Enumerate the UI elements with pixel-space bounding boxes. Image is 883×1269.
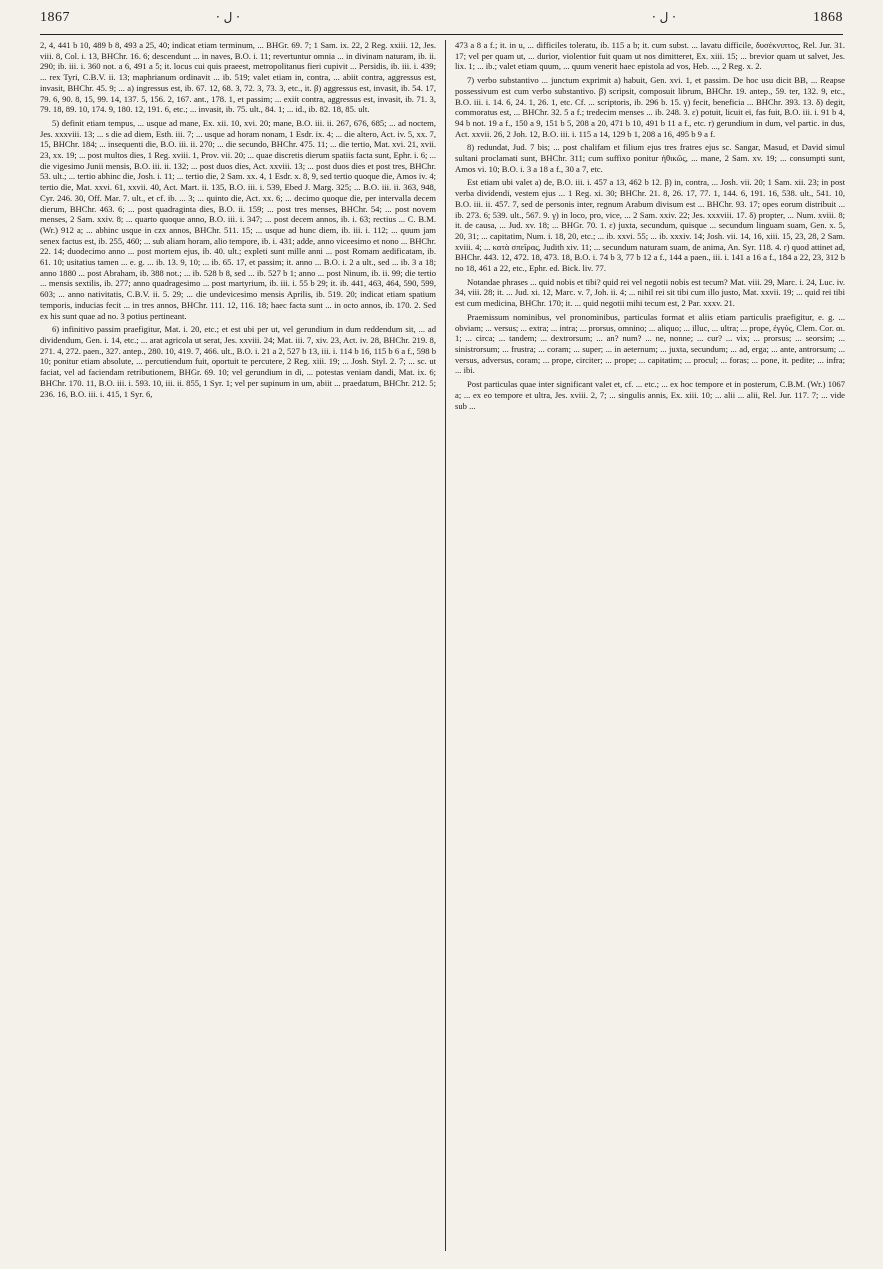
left-paragraph-2: 5) definit etiam tempus, ... usque ad mane, Ex. xii. 10, xvi. 20; mane, B.O. iii. ii. 267, 676, 685; ... ad noctem, Jes. xxxviii. 13; ... s die ad diem, Esth. iii. 7; ... usque ad horam nonam, 1 Esdr. ix. 4; ... die altero, Act. iv. 5, xx. 7, 15, BHChr. 184; ... insequenti die, B.O. iii. ii. 270; ... die secundo, BHChr. 475. 11; ... die tertio, Mat. xvi. 21, xvii. 23, xx. 19; ... post multos dies, 1 Reg. xviii. 1, Prov. vii. 20; ... quae discretis dierum spatiis facta sunt, Ephr. i. 6; ... die vigesimo Junii mensis, B.O. iii. ii. 132; ... post duos dies, Act. xxviii. 13; ... post duos dies et post tres, BHChr. 53. ult.; ... tertio abhinc die, Josh. i. 11; ... tertio die, 2 Sam. xx. 4, 1 Esdr. x. 8, 9, sed tertio quoque die, Amos iv. 4; tertio die, Mat. xxvi. 61, xxvii. 40, Act. Mart. ii. 135, B.O. iii. i. 539, Ebed J. Marg. 325; ... B.O. iii. ii. 363, 948, Cyr. 246. 30, Off. Mar. 7. ult., et cf. ib. ... 3; ... quinto die, Act. xx. 6; ... decimo quoque die, per intervalla decem dierum, BHChr. 463. 6; ... post quadraginta dies, B.O. ii. 159; ... post tres menses, BHChr. 54; ... post novem menses, 2 Sam. xxiv. 8; ... quarto quoque anno, B.O. iii. i. 347; ... post decem annos, ib. i. 63; rectius ... C. B.M. (Wr.) 912 a; ... abhinc usque in czx annos, BHChr. 511. 15; ... usque ad hunc diem, ib. iii. i. 112; ... quum jam senex factus est, ib. 255, 460; ... sub aliam horam, alio tempore, ib. i. 431; adde, anno viceesimo et nono ... BHChr. 22. 14; duodecimo anno ... post mortem ejus, ib. 40. ult.; expleti sunt mille anni ... post Romam aedificatam, ib. 61. 10; usitatius tamen ... e. g. ... ib. 13. 9, 10; ... ib. 65. 17, et passim; it. anno ... B.O. i. 2 a ult., sed ... ib. 3 a 18; anno 1880 ... post Abraham, ib. 388 not.; ... ib. 528 b 8, sed ... ib. 527 b 1; anno ... post Ninum, ib. ii. 99; die tertio ... mensis sextilis, ib. 277; anno quadragesimo ... post martyrium, ib. iii. i. 55 b 29; it. ib. 441, 463, 464, 590, 599, 603; ... anno nativitatis, C.B.V. ii. 5. 29; ... die undevicesimo mensis Aprilis, ib. 519. 20; indicat etiam spatium temporis, inducias fecit ... in tres annos, BHChr. 111. 12, 116. 18; haec facta sunt ... in octo annos, ib. 170. 2. Sed ex his sunt quae ad no. 3 potius pertineant. xyxy=(40,117,436,321)
header-rule xyxy=(40,34,843,35)
right-page-number: 1868 xyxy=(813,10,843,25)
left-page-number: 1867 xyxy=(40,10,70,25)
right-paragraph-4: Est etiam ubi valet a) de, B.O. iii. i. 457 a 13, 462 b 12. β) in, contra, ... Josh. vii. 20; 1 Sam. xii. 23; in post verba dividendi, vestem ejus ... 1 Reg. xi. 30; BHChr. 21. 8, 26. 17, 77. 1, 144. 6, 191. 16, 538. ult., 541. 10, B.O. iii. ii. 457. 7, sed de personis inter, regnum Arabum divisum est ... BHChr. 93. 17; opes eorum distribuit ... ib. 273. 6; 539. ult., 567. 9. γ) in loco, pro, vice, ... 2 Sam. xxiv. 22; Jes. xxxviii. 17. δ) propter, ... Num. xviii. 8; it. de causa, ... Jud. xv. 18; ... BHGr. 70. 1. ε) juxta, secundum, quisque ... secundum linguam suam, Gen. x. 5, 20, 31; ... capitatim, Num. i. 18, 20, etc.; ... ib. xxvi. 55; ... ib. xxxiv. 14; Josh. vii. 14, 16, xiii. 15, 23, 28, 2 Sam. xviii. 4; ... κατὰ σπεῖρας, Judith xiv. 11; ... secundum naturam suam, de anima, An. Syr. 118. 4. r) quod attinet ad, BHChr. 443. 12, 472. 18, 473. 18, B.O. i. 74 b 3, 77 b 12 a f., 144 a paen., iii. i. 141 a 16 a f., 184 a 22, 23, 312 b no 18, 461 a 22, etc., Ephr. ed. Bick. liv. 77. xyxy=(455,177,845,274)
left-paragraph-1: 2, 4, 441 b 10, 489 b 8, 493 a 25, 40; indicat etiam terminum, ... BHGr. 69. 7; 1 Sam. ix. 22, 2 Reg. xxiii. 12, Jes. viii. 8, Col. i. 13, BHChr. 16. 6; descendunt ... in naves, B.O. i. 11; revertuntur omnia ... in divinam naturam, ib. ii. 290; ib. iii. i. 360 not. a 6, 491 a 5; it. locus cui quis praeest, metropolitanus fieri cupivit ... Persidis, ib. iii. i. 439; ... rex Tyri, C.B.V. ii. 13; maphrianum ordinavit ... ib. 519; valet etiam in, contra, ... abiit contra, aggressus est, invasit, BHChr. 45. 9; ... a) ingressus est, ib. 67. 12, 68. 3, 72. 3, 73. 3, etc., it. β) aggressus est, invasit, ib. 54. 17, 79. 6, 90. 8, 15, 99. 14, 137. 5, 156. 2, 167. ant., 178. 1, et passim; ... exiit contra, aggressus est, invasit, ib. 71. 3, 79. 18, 89. 10, 174. 9, 180. 12, 191. 6, etc.; ... invasit, ib. 75. ult., 84. 1; ... id., ib. 82. 18, 85. ult. xyxy=(40,40,436,115)
right-paragraph-2: 7) verbo substantivo ... junctum exprimit a) habuit, Gen. xvi. 1, et passim. De hoc usu dicit BB, ... Reapse possessivum est cum verbo substantivo. β) scripsit, composuit librum, BHChr. 19. antep., 59. ter, 132. 9, etc., B.O. iii. i. 14. 6, 24. 1, 26. 1, etc. Cf. ... scriptoris, ib. 296 b. 15. γ) fecit, beneficia ... BHChr. 393. 13. δ) degit, commoratus est, ... BHChr. 32. 5 a f.; tredecim menses ... ib. 248. 3. ε) potuit, licuit ei, fas fuit, B.O. iii. i. 91 b 4, 94 b not. 19 a f., 150 a 9, 151 b 5, 208 a 20, 471 b 10, 491 b 11 a f., etc. r) gerundium in dum, vel partic. in dus, Act. xxvii. 26, 2 Joh. 12, B.O. iii. i. 115 a 14, 129 b 1, 208 a 16, 495 b 9 a f. xyxy=(455,75,845,139)
left-column xyxy=(40,40,436,1252)
right-paragraph-5: Notandae phrases ... quid nobis et tibi? quid rei vel negotii nobis est tecum? Mat. viii. 29, Marc. i. 24, Luc. iv. 34, viii. 28; it. ... Jud. xi. 12, Marc. v. 7, Joh. ii. 4; ... nihil rei sit tibi cum illo justo, Mat. xxvii. 19; ... quid rei tibi est cum medicina, BHChr. 170; it. ... quid negotii mihi tecum est, 2 Par. xxxv. 21. xyxy=(455,276,845,309)
right-paragraph-6: Praemissum nominibus, vel pronominibus, particulas format et aliis etiam particulis praefigitur, e. g. ... obviam; ... versus; ... extra; ... intra; ... prorsus, omnino; ... aliquo; ... illuc, ... ultra; ... prope, ἐγγύς, Clem. Cor. αι. 1; ... circa; ... tandem; ... dextrorsum; ... an? num? ... ne, nonne; ... cur? ... vix; ... prorsus; ... seorsim; ... sinistrorsum; ... frustra; ... coram; ... super; ... in aeternum; ... juxta, secundum; ... ad, erga; ... ante, antrorsum; ... versus, adversus, coram; ... prope, circiter; ... prope; ... capitatim; ... procul; ... foras; ... pone, it. pedite; ... infra; ... ibi. xyxy=(455,311,845,376)
right-column xyxy=(455,40,845,1252)
left-paragraph-3: 6) infinitivo passim praefigitur, Mat. i. 20, etc.; et est ubi per ut, vel gerundium in dum reddendum sit, ... ad dividendum, Gen. i. 14, etc.; ... arat agricola ut serat, Jes. xxviii. 24; Mat. iii. 7, xiv. 23, Act. iv. 28, BHChr. 219. 8, 271. 4, 272. paen., 327. antep., 280. 10, 419. 7, 466. ult., B.O. i. 21 a 2, 527 b 13, iii. i. 114 b 16, 115 b 6 a f., 598 b 10; ponitur etiam absolute, ... percutiendum fuit, oportuit te percutere, 2 Reg. xiii. 19; ... Josh. Styl. 2. 7; ... sc. ut faciat, vel ad faciendam retributionem, BHGr. 69. 10; vel gerundium in di, ... potestas veniam dandi, Mat. ix. 6; BHChr. 170. 11, B.O. iii. i. 593. 10, iii. ii. 855, 1 Syr. 1; vel per supinum in um, abiit ... praedatum, BHChr. 212. 5; 236. 16, B.O. iii. i. 415, 1 Syr. 6, xyxy=(40,324,436,399)
column-divider xyxy=(445,40,446,1251)
page-header xyxy=(0,0,883,40)
left-headword-marker: · ل · xyxy=(216,10,240,24)
right-paragraph-1: 473 a 8 a f.; it. in u, ... difficiles toleratu, ib. 115 a b; it. cum subst. ... lavatu difficile, δυσέκνιπτος, Rel. Jur. 31. 17; vel per quam ut, ... durior, violentior fuit quam ut nos dimitteret, Ex. xiii. 15; ... brevior quam ut salvet, Jes. lix. 1; ... ib.; valet etiam quum, ... quum venerit haec epistola ad vos, Heb. ..., 2 Reg. x. 2. xyxy=(455,40,845,72)
right-headword-marker: · ل · xyxy=(652,10,676,24)
right-paragraph-7: Post particulas quae inter significant valet et, cf. ... etc.; ... ex hoc tempore et in posterum, C.B.M. (Wr.) 1067 a; ... ex eo tempore et ultra, Jes. xviii. 2, 7; ... singulis annis, Ex. xiii. 10; ... alii ... alii, Rel. Jur. 117. 7; ... vide sub ... xyxy=(455,379,845,411)
right-paragraph-3: 8) redundat, Jud. 7 bis; ... post chalifam et filium ejus tres fratres ejus sc. Sangar, Masud, et David simul sultani proclamati sunt, BHChr. 311; cum suffixo ponitur ἠθικῶς, ... mane, 2 Sam. xv. 19; ... consumpti sunt, Amos vi. 10; B.O. i. 3 a 18 a f., 30 a 7, etc. xyxy=(455,142,845,174)
